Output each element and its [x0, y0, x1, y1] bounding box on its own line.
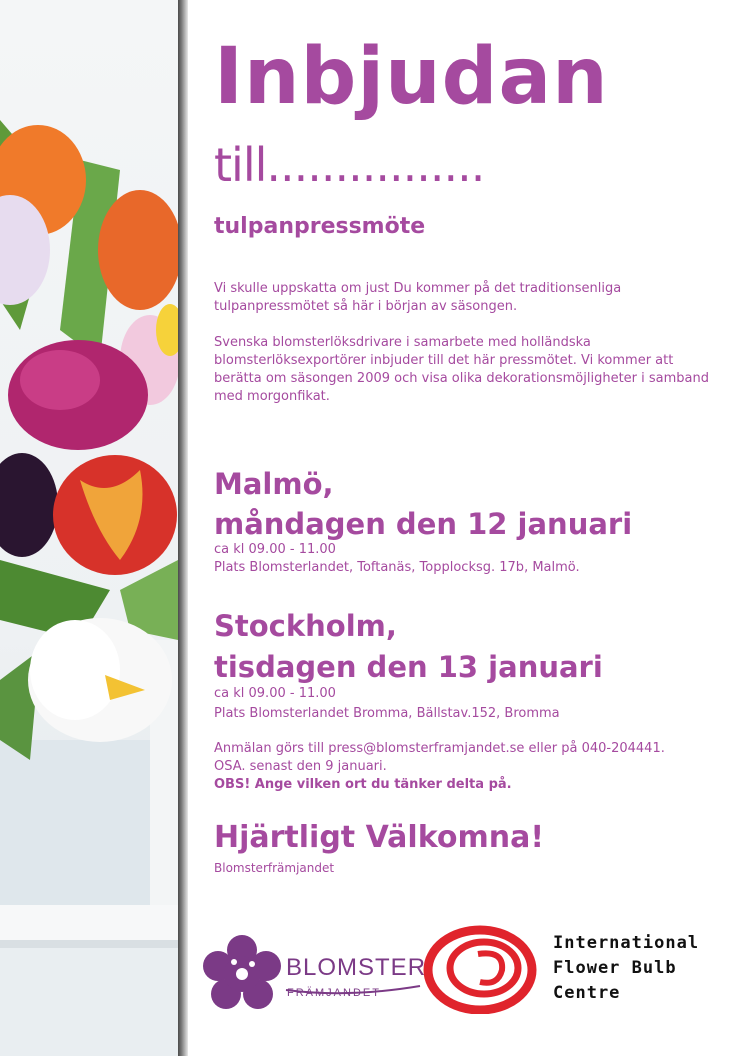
- invitation-subtitle: till................: [214, 138, 485, 192]
- ifbc-logo-text: [553, 931, 733, 1006]
- intro-paragraph: Vi skulle uppskatta om just Du kommer på det traditionsenliga tulpanpressmötet så här i början av säsongen.: [214, 281, 622, 314]
- event-place-malmo: Plats Blomsterlandet, Toftanäs, Topplocksg. 17b, Malmö.: [214, 560, 580, 575]
- invitation-title: Inbjudan: [214, 32, 609, 122]
- welcome-heading: Hjärtligt Välkomna!: [214, 820, 544, 855]
- tulip-bouquet-illustration: [0, 0, 178, 1056]
- event-date-malmo: måndagen den 12 januari: [214, 507, 633, 541]
- intro-paragraph: Svenska blomsterlöksdrivare i samarbete med holländska blomsterlöksexportörer inbjuder till det här pressmötet. Vi kommer att berätta om säsongen 2009 och visa olika dekorationsmöjligheter i samband med morgonfikat.: [214, 335, 709, 404]
- event-city-malmo: Malmö,: [214, 467, 334, 501]
- event-place-stockholm: Plats Blomsterlandet Bromma, Bällstav.152, Bromma: [214, 706, 560, 721]
- ifbc-line: Centre: [553, 983, 621, 1003]
- rsvp-note: OBS! Ange vilken ort du tänker delta på.: [214, 777, 512, 792]
- ifbc-line: International: [553, 933, 700, 953]
- event-city-stockholm: Stockholm,: [214, 609, 397, 643]
- rsvp-contact: Anmälan görs till press@blomsterframjandet.se eller på 040-204441.: [214, 741, 665, 756]
- framjandet-logo-subword: FRÄMJANDET: [287, 987, 381, 999]
- rsvp-deadline: OSA. senast den 9 januari.: [214, 759, 387, 774]
- blomster-logo-word: BLOMSTER: [286, 954, 427, 981]
- tulip-photo: [0, 0, 178, 1056]
- ifbc-line: Flower Bulb: [553, 958, 677, 978]
- event-date-stockholm: tisdagen den 13 januari: [214, 650, 603, 684]
- event-time-stockholm: ca kl 09.00 - 11.00: [214, 686, 336, 701]
- page-spine-shadow: [178, 0, 188, 1056]
- event-time-malmo: ca kl 09.00 - 11.00: [214, 542, 336, 557]
- event-type-heading: tulpanpressmöte: [214, 214, 426, 239]
- signoff-organization: Blomsterfrämjandet: [214, 861, 335, 875]
- ifbc-swirl-icon: [418, 924, 538, 1014]
